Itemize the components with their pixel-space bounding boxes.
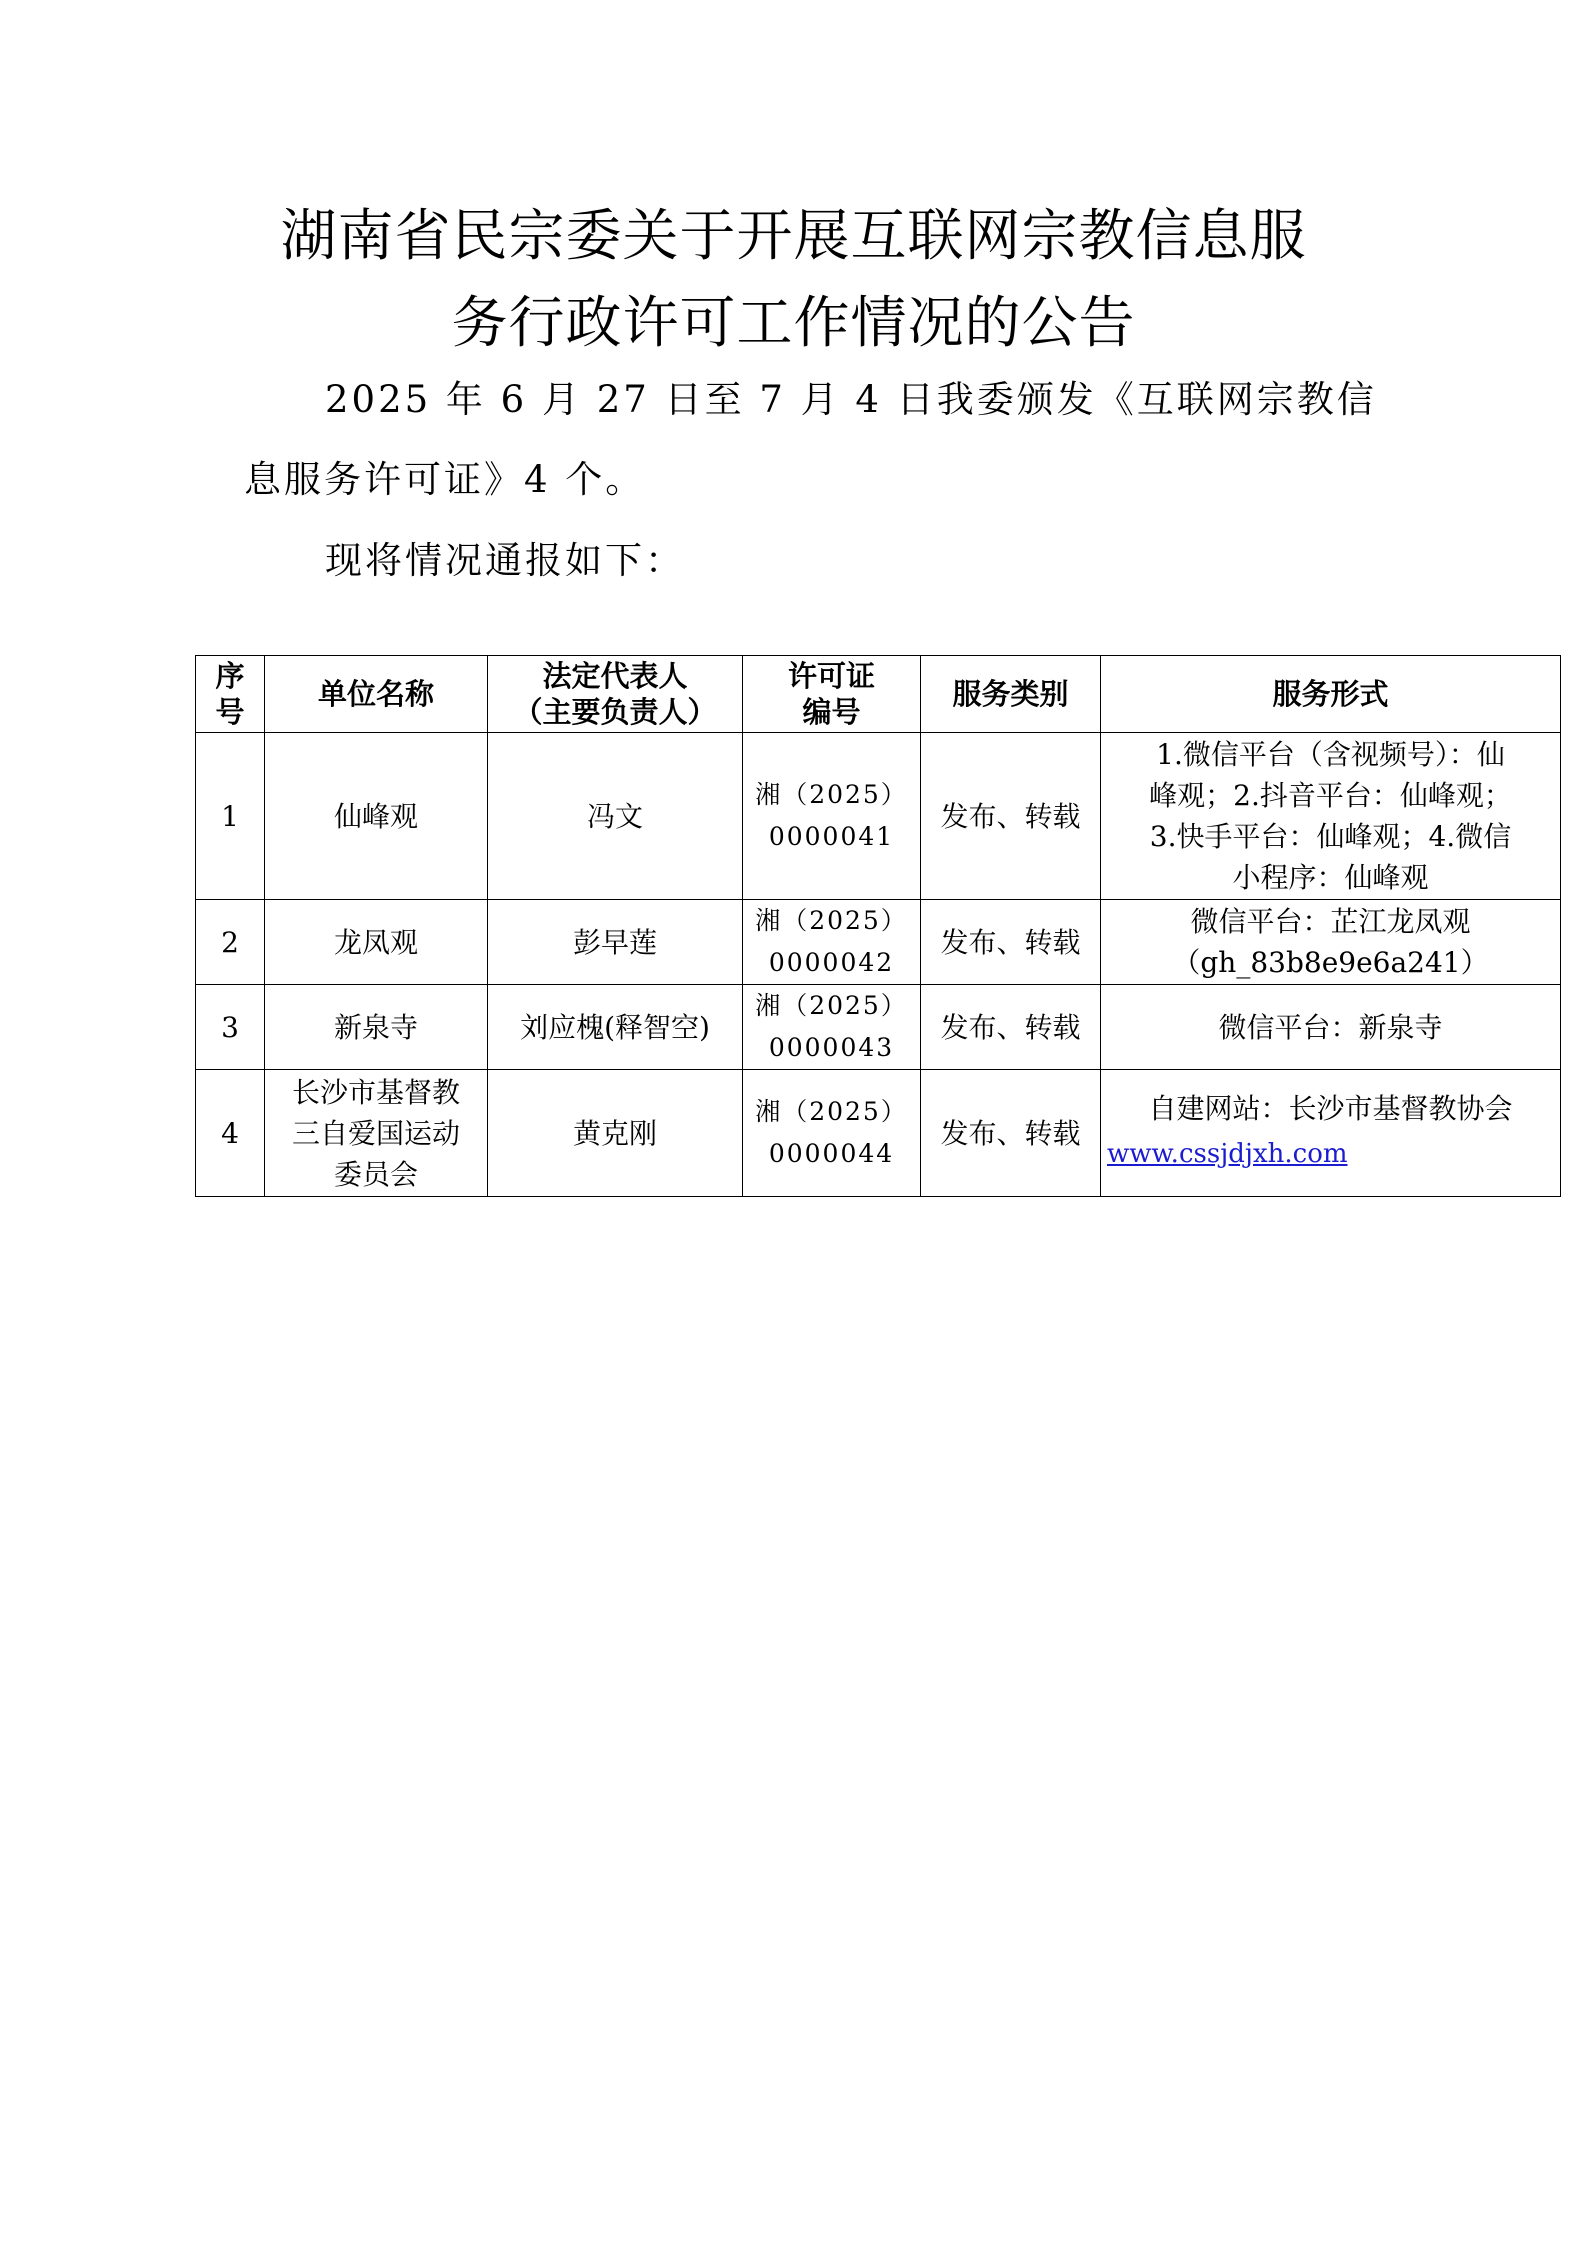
row-representative: 彭早莲 xyxy=(488,900,743,985)
header-rep-line-2: （主要负责人） xyxy=(513,695,717,729)
row-form xyxy=(1101,1070,1561,1197)
website-link[interactable]: www.cssjdjxh.com xyxy=(1107,1138,1348,1169)
header-seq-line-2: 号 xyxy=(215,695,245,729)
row-form-line-3: 3.快手平台：仙峰观；4.微信 xyxy=(1149,820,1512,853)
license-table xyxy=(195,655,1561,1197)
row-form-line-2: 峰观；2.抖音平台：仙峰观； xyxy=(1149,779,1512,812)
row-license-line-2: 0000043 xyxy=(768,1033,895,1062)
intro-paragraph-line-2: 息服务许可证》4 个。 xyxy=(244,458,646,501)
row-license-line-2: 0000042 xyxy=(768,948,895,977)
row-seq: 4 xyxy=(196,1070,265,1197)
row-form xyxy=(1101,985,1561,1070)
row-license xyxy=(743,733,921,900)
row-form xyxy=(1101,900,1561,985)
row-unit: 龙凤观 xyxy=(265,900,488,985)
table-row xyxy=(196,985,1561,1070)
row-form-line-1: 自建网站：长沙市基督教协会 xyxy=(1148,1091,1513,1125)
row-form-line-1: 1.微信平台（含视频号）：仙 xyxy=(1156,738,1505,771)
row-representative: 冯文 xyxy=(488,733,743,900)
row-form-line-2: （gh_83b8e9e6a241） xyxy=(1172,946,1489,979)
header-category: 服务类别 xyxy=(921,656,1101,733)
row-license-line-1: 湘（2025） xyxy=(755,906,908,935)
row-form xyxy=(1101,733,1561,900)
table-row xyxy=(196,900,1561,985)
row-representative: 黄克刚 xyxy=(488,1070,743,1197)
row-seq: 2 xyxy=(196,900,265,985)
header-form: 服务形式 xyxy=(1101,656,1561,733)
row-form-line-4: 小程序：仙峰观 xyxy=(1232,861,1429,894)
row-form-line-1: 微信平台：芷江龙凤观 xyxy=(1190,905,1471,938)
row-license-line-2: 0000044 xyxy=(768,1139,895,1168)
row-seq: 3 xyxy=(196,985,265,1070)
intro-paragraph-line-1: 2025 年 6 月 27 日至 7 月 4 日我委颁发《互联网宗教信 xyxy=(325,378,1377,421)
header-lic-line-1: 许可证 xyxy=(787,659,875,693)
row-representative: 刘应槐(释智空) xyxy=(488,985,743,1070)
row-form-line-1: 微信平台：新泉寺 xyxy=(1218,1010,1443,1044)
row-license-line-1: 湘（2025） xyxy=(755,1097,908,1126)
header-seq xyxy=(196,656,265,733)
row-unit xyxy=(265,1070,488,1197)
document-title-line-1: 湖南省民宗委关于开展互联网宗教信息服 xyxy=(280,204,1307,269)
row-license-line-2: 0000041 xyxy=(768,822,895,851)
row-category: 发布、转载 xyxy=(921,733,1101,900)
row-category: 发布、转载 xyxy=(921,1070,1101,1197)
row-license xyxy=(743,900,921,985)
row-unit-line-2: 三自爱国运动 xyxy=(291,1116,460,1150)
row-category: 发布、转载 xyxy=(921,900,1101,985)
document-title-line-2: 务行政许可工作情况的公告 xyxy=(451,291,1136,356)
row-seq: 1 xyxy=(196,733,265,900)
table-row xyxy=(196,1070,1561,1197)
header-unit: 单位名称 xyxy=(265,656,488,733)
header-representative xyxy=(488,656,743,733)
row-category: 发布、转载 xyxy=(921,985,1101,1070)
row-license xyxy=(743,985,921,1070)
row-license-line-1: 湘（2025） xyxy=(755,780,908,809)
table-header-row xyxy=(196,656,1561,733)
header-lic-line-2: 编号 xyxy=(802,695,861,729)
report-intro: 现将情况通报如下： xyxy=(325,539,685,582)
row-unit-line-1: 长沙市基督教 xyxy=(291,1075,460,1109)
row-license xyxy=(743,1070,921,1197)
header-seq-line-1: 序 xyxy=(215,659,245,693)
row-unit-line-3: 委员会 xyxy=(333,1157,418,1191)
table-row xyxy=(196,733,1561,900)
header-rep-line-1: 法定代表人 xyxy=(542,659,688,693)
row-unit: 仙峰观 xyxy=(265,733,488,900)
row-unit: 新泉寺 xyxy=(265,985,488,1070)
row-license-line-1: 湘（2025） xyxy=(755,991,908,1020)
header-license xyxy=(743,656,921,733)
